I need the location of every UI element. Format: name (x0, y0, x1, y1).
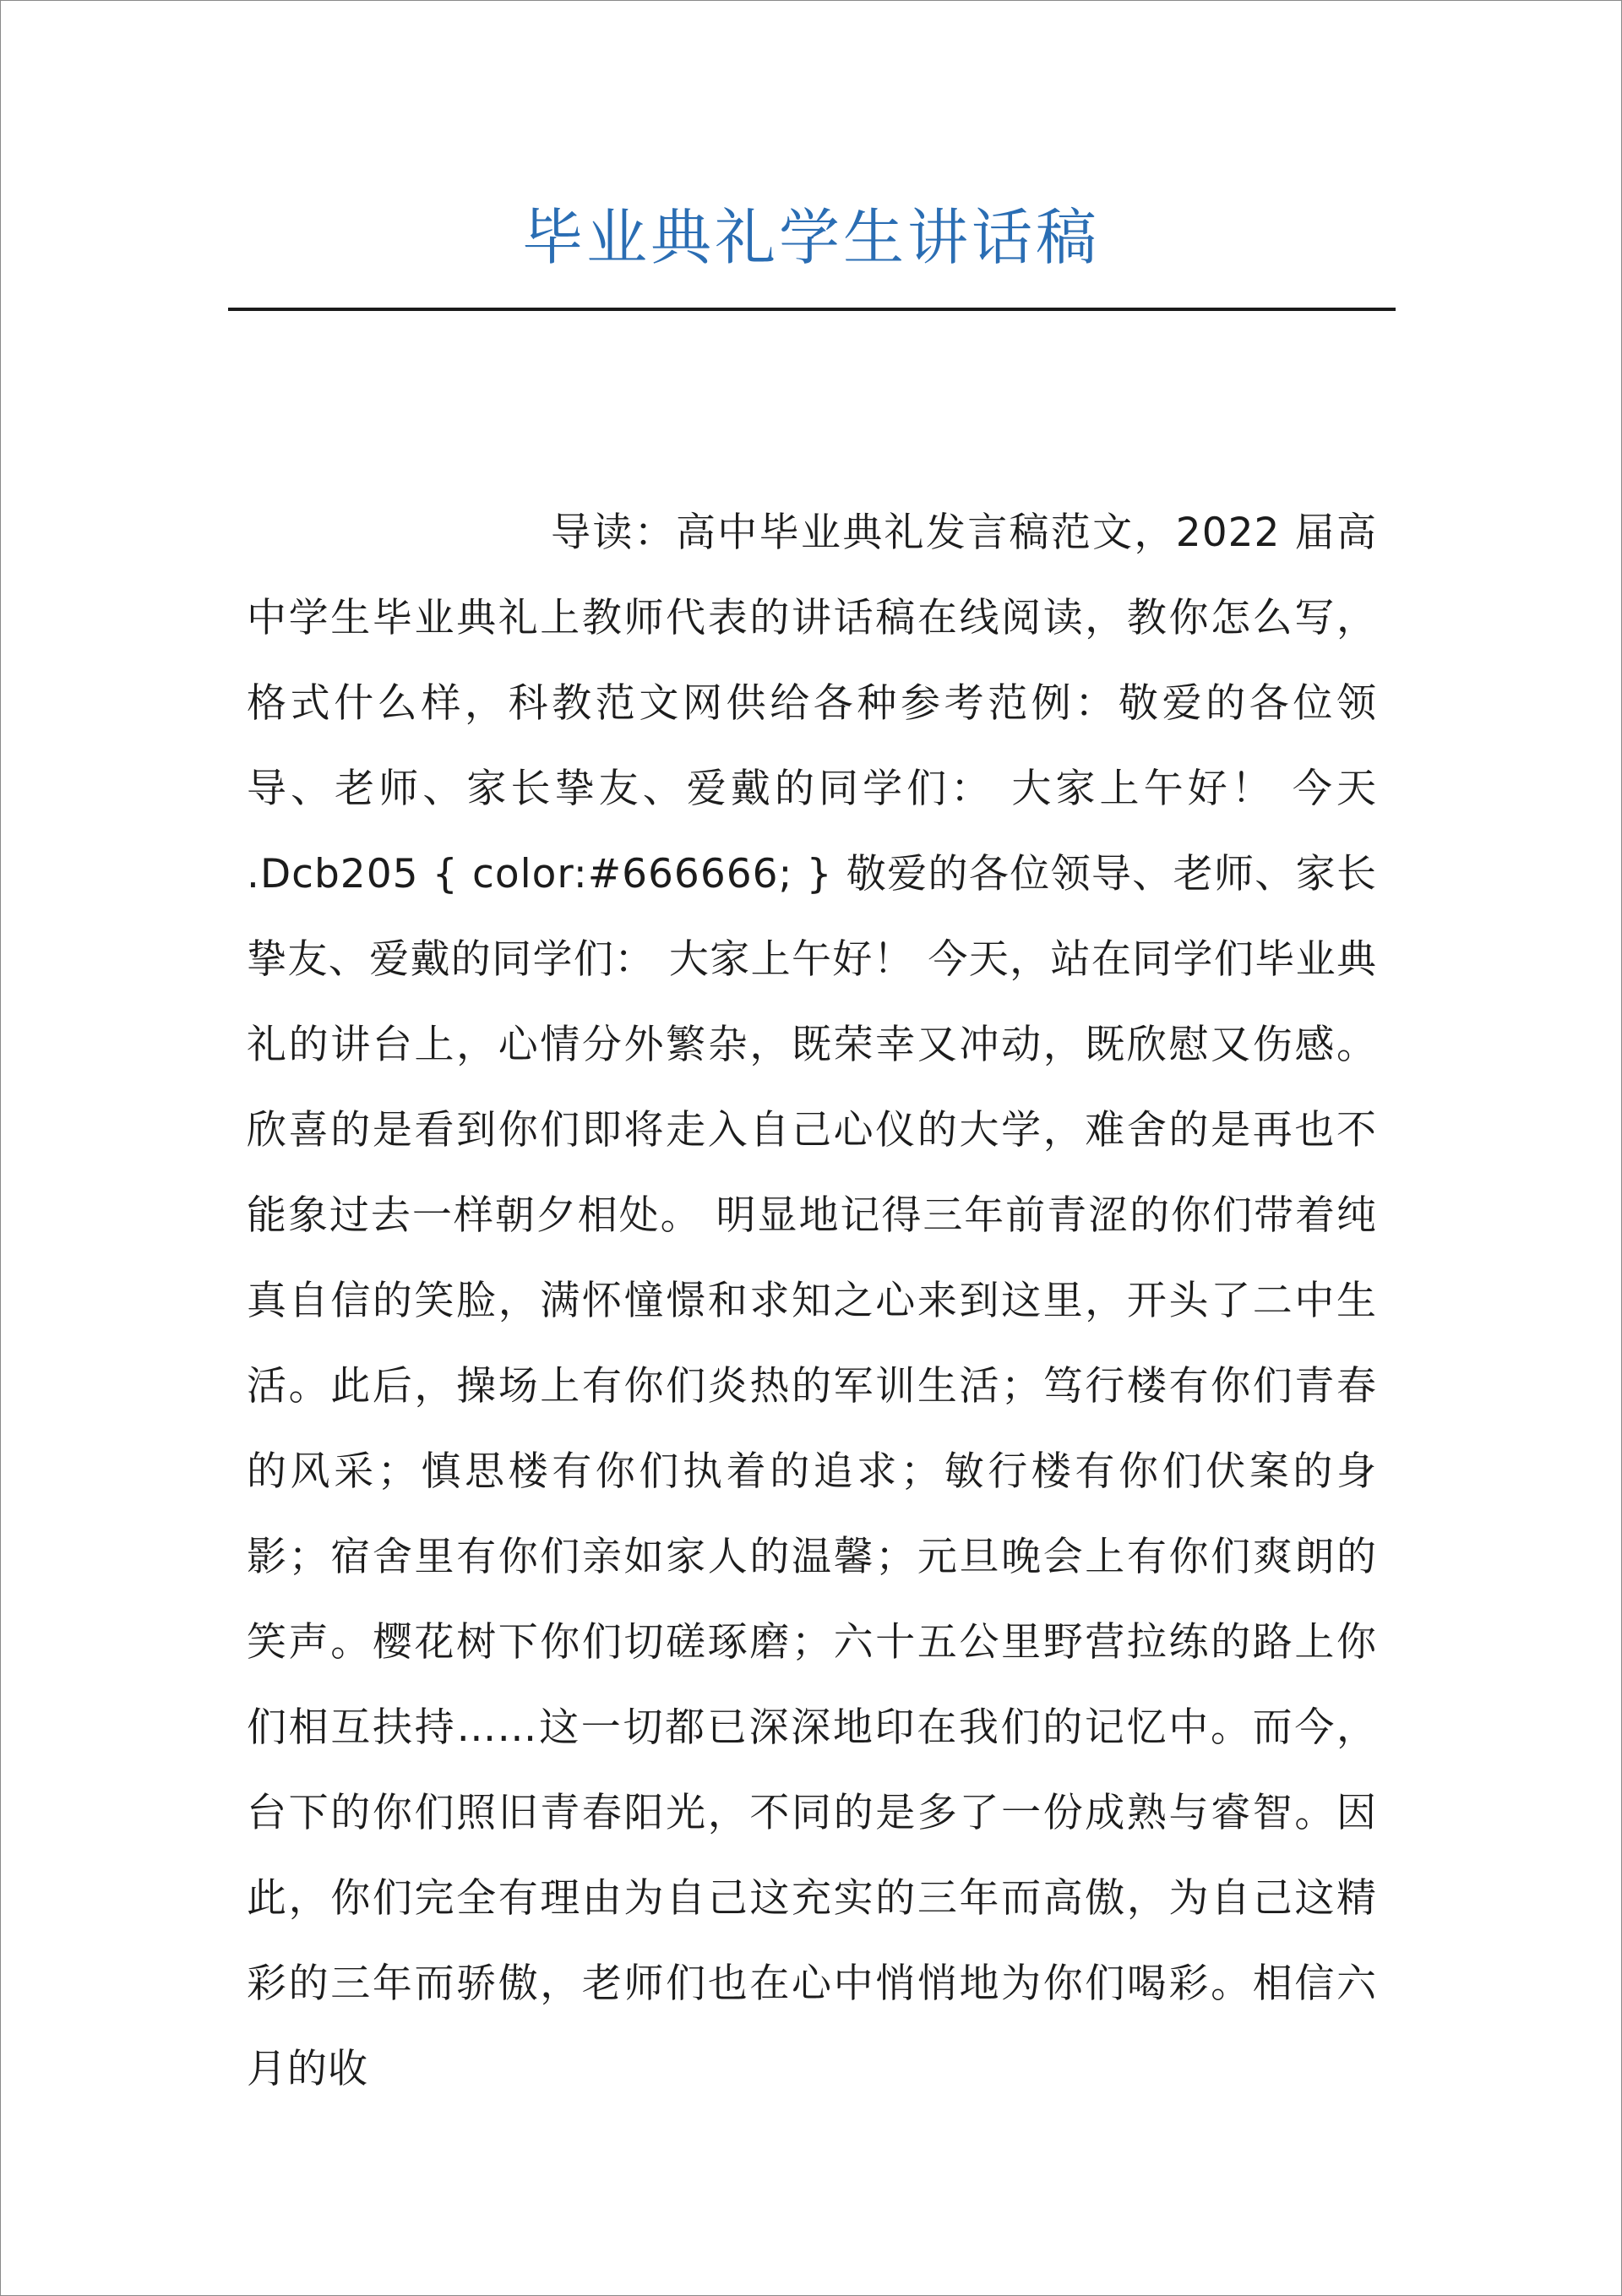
title-underline (228, 308, 1396, 311)
body-paragraph: 导读：高中毕业典礼发言稿范文，2022 届高中学生毕业典礼上教师代表的讲话稿在线阅读，教你怎么写，格式什么样，科教范文网供给各种参考范例：敬爱的各位领导、老师、家长挚友、爱戴的同学们： 大家上午好！ 今天 .Dcb205 { color:#666666; } 敬爱的各位领导、老师、家长挚友、爱戴的同学们： 大家上午好！ 今天，站在同学们毕业典礼的讲台上，心情分外繁杂，既荣幸又冲动，既欣慰又伤感。欣喜的是看到你们即将走入自己心仪的大学，难舍的是再也不能象过去一样朝夕相处。 明显地记得三年前青涩的你们带着纯真自信的笑脸，满怀憧憬和求知之心来到这里，开头了二中生活。此后，操场上有你们炎热的军训生活；笃行楼有你们青春的风采；慎思楼有你们执着的追求；敏行楼有你们伏案的身影；宿舍里有你们亲如家人的温馨；元旦晚会上有你们爽朗的笑声。樱花树下你们切磋琢磨；六十五公里野营拉练的路上你们相互扶持……这一切都已深深地印在我们的记忆中。而今，台下的你们照旧青春阳光，不同的是多了一份成熟与睿智。因此，你们完全有理由为自己这充实的三年而高傲，为自己这精彩的三年而骄傲，老师们也在心中悄悄地为你们喝彩。相信六月的收 (247, 510, 1377, 2092)
document-title: 毕业典礼学生讲话稿 (521, 202, 1100, 273)
